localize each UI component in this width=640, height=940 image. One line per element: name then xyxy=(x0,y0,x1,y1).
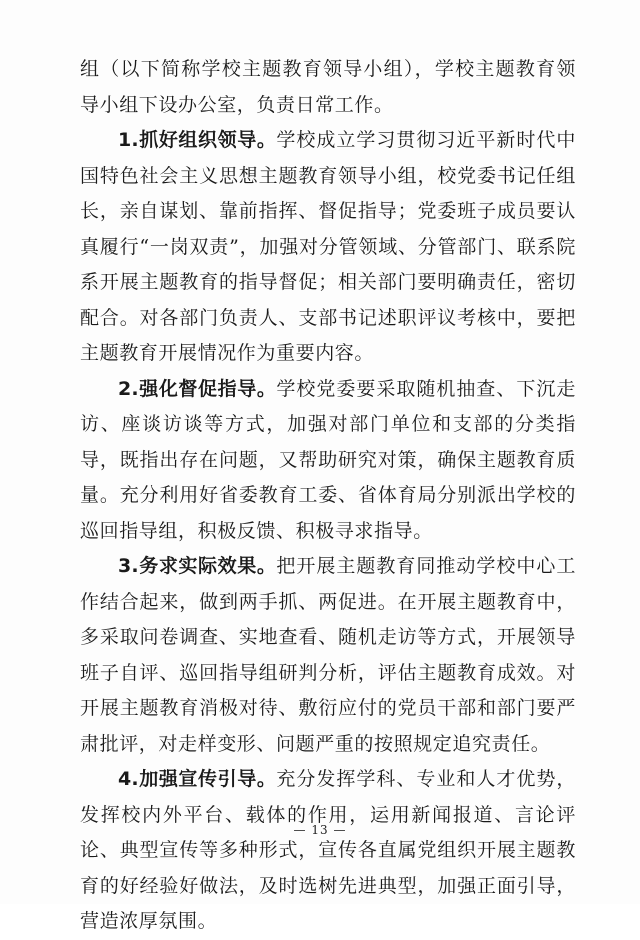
paragraph-heading: 3.务求实际效果。 xyxy=(118,555,277,577)
paragraph-text: 学校成立学习贯彻习近平新时代中国特色社会主义思想主题教育领导小组，校党委书记任组长，亲自谋划、靠前指挥、督促指导；党委班子成员要认真履行“一岗双责”，加强对分管领域、分管部门、联系院系开展主题教育的指导督促；相关部门要明确责任，密切配合。对各部门负责人、支部书记述职评议考核中，要把主题教育开展情况作为重要内容。 xyxy=(80,129,576,364)
paragraph-text: 组（以下简称学校主题教育领导小组），学校主题教育领导小组下设办公室，负责日常工作。 xyxy=(80,58,576,116)
paragraph-supervision-guidance xyxy=(80,372,576,550)
paragraph-heading: 2.强化督促指导。 xyxy=(118,377,277,400)
paragraph-practical-effect xyxy=(80,549,576,762)
paragraph-continuation xyxy=(80,52,576,123)
paragraph-text: 把开展主题教育同推动学校中心工作结合起来，做到两手抓、两促进。在开展主题教育中，多采取问卷调查、实地查看、随机走访等方式，开展领导班子自评、巡回指导组研判分析，评估主题教育成效。对开展主题教育消极对待、敷衍应付的党员干部和部门要严肃批评，对走样变形、问题严重的按照规定追究责任。 xyxy=(80,555,576,755)
paragraph-organization-leadership xyxy=(80,123,576,372)
paragraph-heading: 1.抓好组织领导。 xyxy=(118,129,277,151)
document-body xyxy=(80,52,576,940)
paragraph-text: 充分发挥学科、专业和人才优势，发挥校内外平台、载体的作用，运用新闻报道、言论评论、典型宣传等多种形式，宣传各直属党组织开展主题教育的好经验好做法，及时选树先进典型，加强正面引导，营造浓厚氛围。 xyxy=(80,768,576,932)
paragraph-text: 学校党委要采取随机抽查、下沉走访、座谈访谈等方式，加强对部门单位和支部的分类指导，既指出存在问题，又帮助研究对策，确保主题教育质量。充分利用好省委教育工委、省体育局分别派出学校的巡回指导组，积极反馈、积极寻求指导。 xyxy=(80,377,576,542)
paragraph-publicity-guidance xyxy=(80,762,576,940)
paragraph-heading: 4.加强宣传引导。 xyxy=(118,768,277,790)
page-number: — 13 — xyxy=(293,823,347,837)
